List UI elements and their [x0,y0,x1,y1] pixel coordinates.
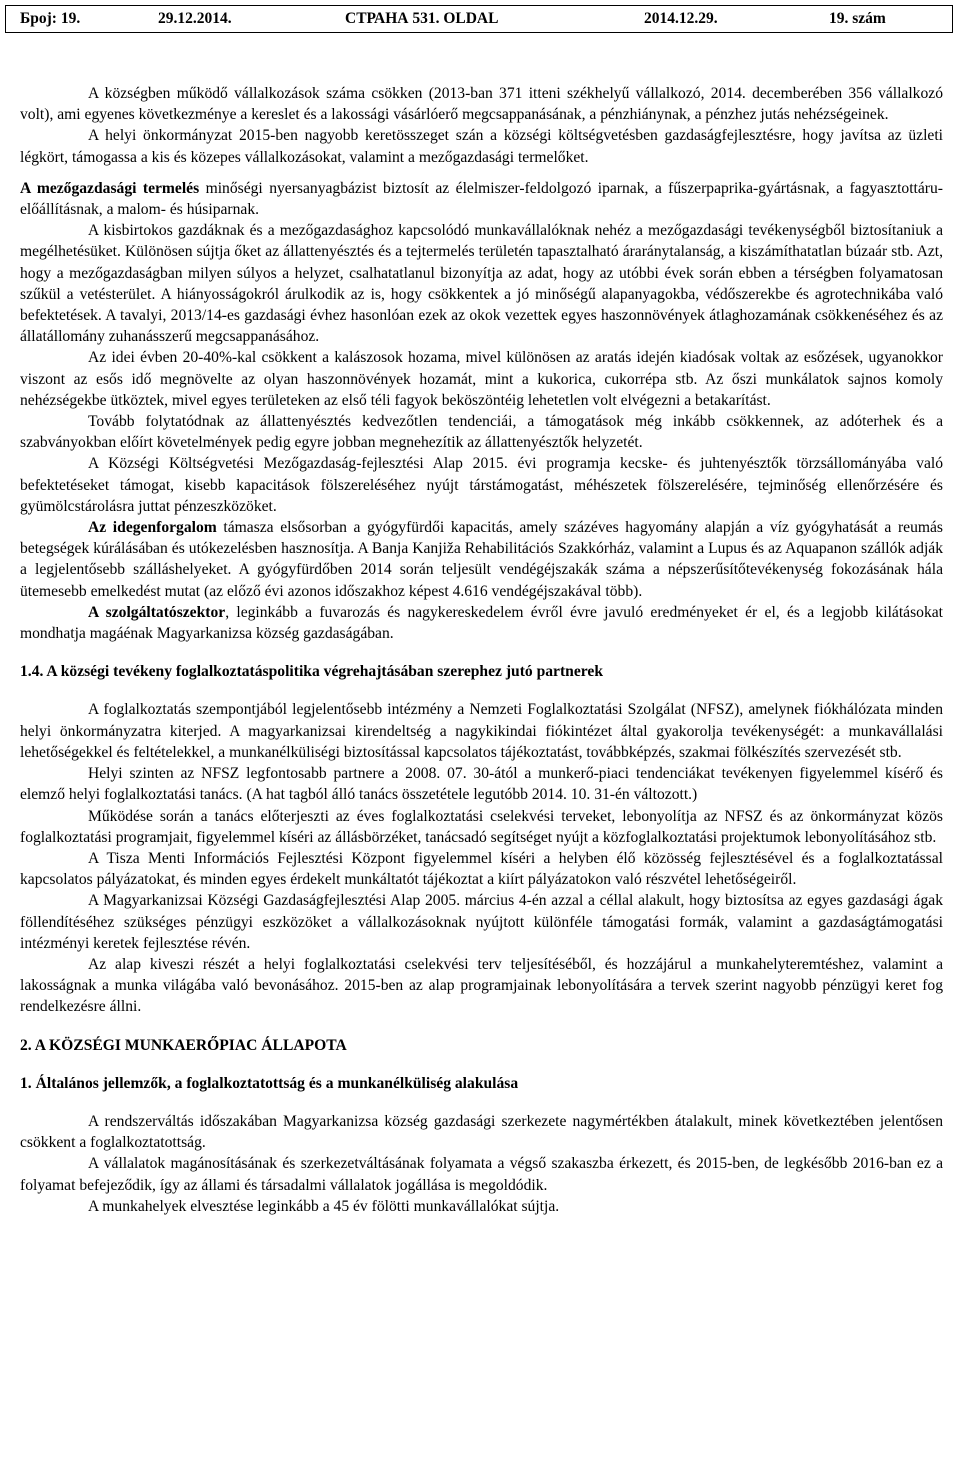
bold-lead: A mezőgazdasági termelés [20,179,200,197]
document-body [20,83,943,1217]
header-issue-number: Број: 19. [20,10,81,27]
header-date-hungarian: 2014.12.29. [644,10,718,27]
section-heading: 1.4. A községi tevékeny foglalkoztatáspolitika végrehajtásában szerephez jutó partnerek [20,663,603,681]
paragraph: A Magyarkanizsai Községi Gazdaságfejlesztési Alap 2005. március 4-én azzal a céllal alakult, hogy biztosítsa az egyes gazdasági ágak föllendítéséhez szükséges pénzügyi eszközöket a vállalkozásoknak nyújtott különféle támogatási formák, valamint a gazdaságtámogatási intézményi keretek fejlesztése révén. [20,892,943,952]
paragraph: Helyi szinten az NFSZ legfontosabb partnere a 2008. 07. 30-ától a munkerő-piaci tendenciákat tevékenyen figyelemmel kísérő és elemző helyi foglalkoztatási tanács. (A hat tagból álló tanács összetétele legutóbb 2014. 10. 31-én változott.) [20,765,943,804]
header-page-number: СТРАНА 531. OLDAL [345,10,499,27]
section-heading: 1. Általános jellemzők, a foglalkoztatottság és a munkanélküliség alakulása [20,1074,519,1092]
paragraph: A mezőgazdasági termelés minőségi nyersanyagbázist biztosít az élelmiszer-feldolgozó iparnak, a fűszerpaprika-gyártásnak, a fagyasztottáru-előállításnak, a malom- és húsiparnak. [20,179,943,219]
header-date-serbian: 29.12.2014. [158,10,232,27]
paragraph: A munkahelyek elvesztése leginkább a 45 év fölötti munkavállalókat sújtja. [88,1197,560,1215]
paragraph: Tovább folytatódnak az állattenyésztés kedvezőtlen tendenciái, a támogatások még inkább csökkennek, az adóterhek és a szabványokban előírt követelmények pedig egyre jobban megnehezítik az állattenyésztők helyzetét. [20,413,943,452]
paragraph: A foglalkoztatás szempontjából legjelentősebb intézmény a Nemzeti Foglalkoztatási Szolgálat (NFSZ), amelynek fiókhálózata minden helyi önkormányzatra kiterjed. A magyarkanizsai kirendeltség a nagykikindai fiókintézet által gyakorolja tevékenységét: a munkavállalási lehetőségekkel és feltételekkel, a munkanélküliségi biztosítással kapcsolatos tájékoztatást, továbbképzés, szakmai fölkészítés szervezését stb. [20,701,943,761]
paragraph: A rendszerváltás időszakában Magyarkanizsa község gazdasági szerkezete nagymértékben átalakult, minek következtében jelentősen csökkent a foglalkoztatottság. [20,1112,943,1152]
paragraph: A kisbirtokos gazdáknak és a mezőgazdasághoz kapcsolódó munkavállalóknak nehéz a mezőgazdasági tevékenységből biztosítaniuk a megélhetésüket. Különösen sújtja őket az állattenyésztés és a tejtermelés területén tapasztalható áraránytalanság, a kiszámíthatatlan búzaár stb. Azt, hogy a mezőgazdaságban milyen súlyos a helyzet, csalhatatlanul bizonyítja az adat, hogy az utóbbi évek során ebben a térségben folyamatosan szűkül a vetésterület. A hiányosságokról árulkodik az is, hogy csökkentek a jó minőségű alapanyagokba, védőszerekbe és agrotechnikába való befektetések. A tavalyi, 2013/14-es gazdasági évhez hasonlóan ezek az okok vezettek egyes haszonnövények átlaghozamának csökkenéséhez és az állatállomány zuhanásszerű megcsappanásához. [20,222,943,346]
paragraph: A községben működő vállalkozások száma csökken (2013-ban 371 itteni székhelyű vállalkozó, 2014. decemberében 356 vállalkozó volt), ami egyenes következménye a kereslet és a lakossági vásárlóerő megcsappanásának, a pénzhiánynak, a pénzhez jutás nehézségeinek. [20,85,943,124]
bold-lead: Az idegenforgalom [88,519,217,537]
paragraph: A Tisza Menti Információs Fejlesztési Központ figyelemmel kíséri a helyben élő közösség fejlesztésével és a foglalkoztatással kapcsolatos pályázatokat, és minden egyes érdekelt munkáltatót tájékoztat a kiírt pályázatokon való részvétel lehetőségeiről. [20,849,943,889]
page-header [5,5,953,33]
paragraph: A vállalatok magánosításának és szerkezetváltásának folyamata a végső szakaszba érkezett, és 2015-ben, de legkésőbb 2016-ban ez a folyamat befejeződik, így az állami és társadalmi vállalatok jogállása is megoldódik. [20,1155,943,1194]
paragraph: A szolgáltatószektor, leginkább a fuvarozás és nagykereskedelem évről évre javuló eredményeket ér el, és a legjobb kilátásokat mondhatja magáénak Magyarkanizsa község gazdaságában. [20,603,943,643]
header-issue-szam: 19. szám [829,10,886,27]
paragraph: Az alap kiveszi részét a helyi foglalkoztatási cselekvési terv teljesítéséből, és hozzájárul a munkahelyteremtéshez, valamint a lakosságnak a munka világába való bevonásához. 2015-ben az alap programjainak lebonyolítására a tervek szerint nagyobb pénzügyi keret fog rendelkezésre állni. [20,955,943,1016]
paragraph: A Községi Költségvetési Mezőgazdaság-fejlesztési Alap 2015. évi programja kecske- és juhtenyésztők törzsállományába való befektetéseket támogat, kisebb kapacitások fölszereléséhez nyújt társtámogatást, méhészetek fölszerelésére, tejminőség ellenőrzésére és gyümölcstárolásra juttat pénzeszközöket. [20,455,943,515]
paragraph: Működése során a tanács előterjeszti az éves foglalkoztatási cselekvési terveket, lebonyolítja az NFSZ és az önkormányzat közös foglalkoztatási programjait, figyelemmel kíséri az állásbörzéket, tanácsadó segítséget nyújt a közfoglalkoztatási projektumok lebonyolításához stb. [20,807,943,846]
paragraph: Az idegenforgalom támasza elsősorban a gyógyfürdői kapacitás, amely százéves hagyomány alapján a víz gyógyhatását a reumás betegségek kúrálásában és utókezelésben hasznosítja. A Banja Kanjiža Rehabilitációs Szakkórház, valamint a Lupus és az Aquapanon szállók adják a legjelentősebb szálláshelyeket. A gyógyfürdőben 2014 során teljesült vendégéjszakák száma a népszerűsítőtevékenység fokozásának hála ütemesebb emelkedést mutat (az előző évi azonos időszakhoz képest 4.616 vendégéjszakával több). [20,519,944,600]
paragraph: A helyi önkormányzat 2015-ben nagyobb keretösszeget szán a községi költségvetésben gazdaságfejlesztésre, hogy javítsa az üzleti légkört, támogassa a kis és közepes vállalkozásokat, valamint a mezőgazdasági termelőket. [20,127,943,166]
bold-lead: A szolgáltatószektor [88,603,226,621]
chapter-heading: 2. A KÖZSÉGI MUNKAERŐPIAC ÁLLAPOTA [20,1036,347,1054]
paragraph: Az idei évben 20-40%-kal csökkent a kalászosok hozama, mivel különösen az aratás idején kiadósak voltak az esőzések, ugyanokkor viszont az esős idő megnövelte az olyan haszonnövények hozamát, mint a kukorica, cukorrépa stb. Az őszi munkálatok sajnos komoly nehézségekbe ütköztek, mivel egyes területeken az első téli fagyok beköszöntéig lehetetlen volt elvégezni a betakarítást. [20,349,943,409]
